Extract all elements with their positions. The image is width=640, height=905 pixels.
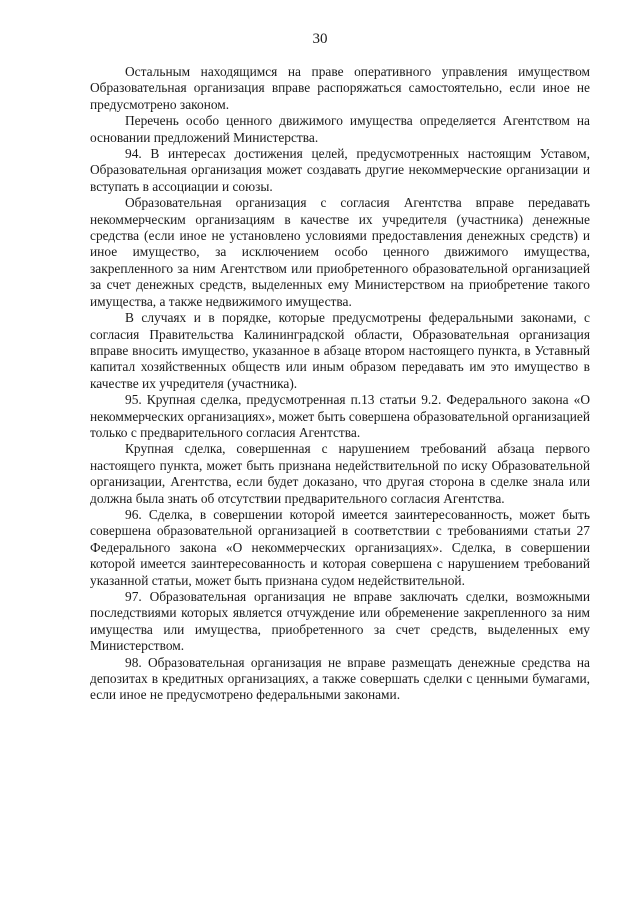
paragraph: Перечень особо ценного движимого имущества определяется Агентством на основании предложений Министерства. [90,113,590,145]
paragraph: Остальным находящимся на праве оперативного управления имуществом Образовательная организация вправе распоряжаться самостоятельно, если иное не предусмотрено законом. [90,64,590,112]
paragraph-96: 96. Сделка, в совершении которой имеется заинтересованность, может быть совершена образовательной организацией в соответствии с требованиями статьи 27 Федерального закона «О некоммерческих организациях». Сделка, в совершении которой имеется заинтересованность и которая совершена с нарушением требований указанной статьи, может быть признана судом недействительной. [90,506,590,588]
paragraph: В случаях и в порядке, которые предусмотрены федеральными законами, с согласия Правительства Калининградской области, Образовательная организация вправе вносить имущество, указанное в абзаце втором настоящего пункта, в Уставный капитал хозяйственных обществ или иным образом передавать им это имущество в качестве их учредителя (участника). [90,310,590,391]
paragraph-95: 95. Крупная сделка, предусмотренная п.13 статьи 9.2. Федерального закона «О некоммерческих организациях», может быть совершена образовательной организацией только с предварительного согласия Агентства. [90,392,590,440]
document-body [90,64,590,704]
paragraph-97: 97. Образовательная организация не вправе заключать сделки, возможными последствиями которых является отчуждение или обременение закрепленного за ним имущества или имущества, приобретенного за счет средств, выделенных ему Министерством. [90,589,590,654]
paragraph-94: 94. В интересах достижения целей, предусмотренных настоящим Уставом, Образовательная организация может создавать другие некоммерческие организации и вступать в ассоциации и союзы. [90,146,590,194]
paragraph: Образовательная организация с согласия Агентства вправе передавать некоммерческим организациям в качестве их учредителя (участника) денежные средства (если иное не установлено условиями предоставления денежных средств) и иное имущество, за исключением особо ценного движимого имущества, закрепленного за ним Агентством или приобретенного образовательной организацией за счет денежных средств, выделенных ему Министерством на приобретение такого имущества, а также недвижимого имущества. [90,195,590,309]
paragraph-98: 98. Образовательная организация не вправе размещать денежные средства на депозитах в кредитных организациях, а также совершать сделки с ценными бумагами, если иное не предусмотрено федеральными законами. [90,654,590,703]
page-number: 30 [312,31,328,47]
paragraph: Крупная сделка, совершенная с нарушением требований абзаца первого настоящего пункта, может быть признана недействительной по иску Образовательной организации, Агентства, если будет доказано, что другая сторона в сделке знала или должна была знать об отсутствии предварительного согласия Агентства. [90,441,590,506]
